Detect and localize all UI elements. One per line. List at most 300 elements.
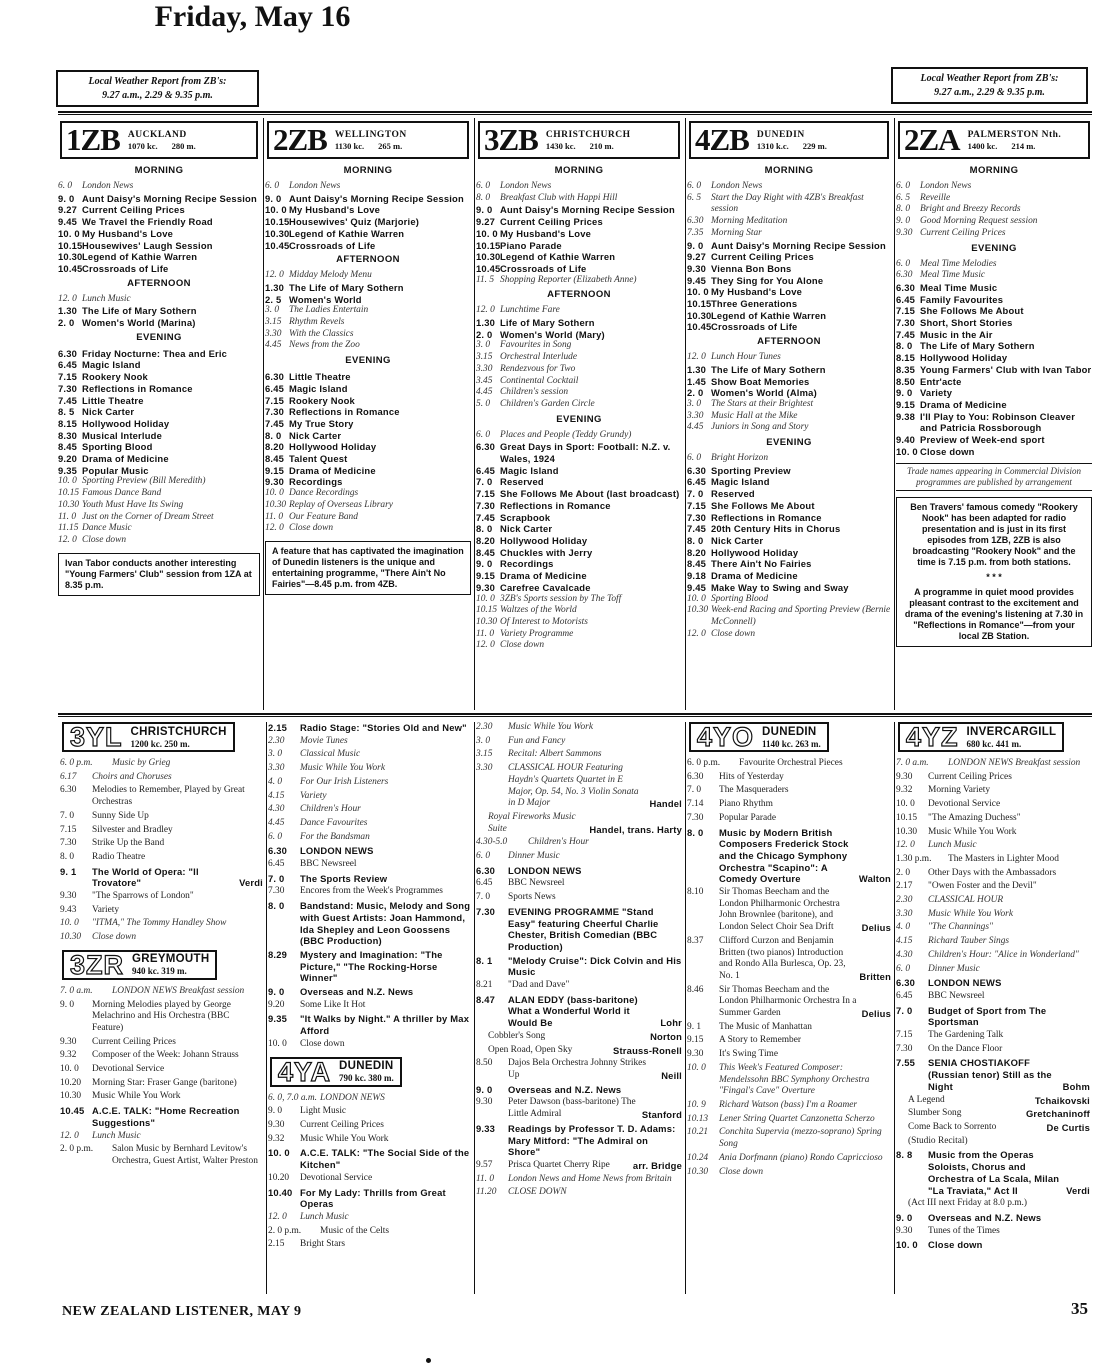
entry-time: 9.35 xyxy=(58,464,78,476)
programme-entry xyxy=(687,535,891,547)
entry-programme: Vienna Bon Bons xyxy=(711,262,792,274)
programme-entry xyxy=(687,629,891,641)
programme-entry xyxy=(476,240,682,252)
entry-programme: Current Ceiling Prices xyxy=(920,227,1006,238)
programme-entry xyxy=(60,891,263,903)
programme-entry xyxy=(896,1030,1090,1042)
programme-entry xyxy=(687,411,891,423)
station-info xyxy=(335,130,407,151)
entry-programme: Slumber Song xyxy=(908,1108,962,1119)
entry-programme: Music of the Celts xyxy=(320,1225,390,1236)
programme-entry xyxy=(265,204,471,216)
entry-programme: Rookery Nook xyxy=(82,371,148,383)
programme-entry xyxy=(268,886,472,898)
programme-entry xyxy=(476,512,682,524)
station-city: WELLINGTON xyxy=(334,129,407,140)
entry-time: 8. 0 xyxy=(476,523,493,535)
entry-composer: Tchaikovski xyxy=(1034,1094,1090,1106)
entry-programme: Tunes of the Times xyxy=(928,1225,1000,1236)
feature-note-text-2: A programme in quiet mood provides pleasant contrast to the excitement and drama of the evening's listening at 7.30 in "Reflections in Romance"—from your local ZB Station. xyxy=(904,587,1084,642)
programme-entry xyxy=(58,465,260,477)
entry-programme: "Melody Cruise": Dick Colvin and His Music xyxy=(508,954,682,978)
entry-time: 7. 0 xyxy=(687,488,704,500)
feature-note-text: Ben Travers' famous comedy "Rookery Nook" has been adapted for radio presentation and is just in its first episodes from 1ZB, 2ZB is also broadcasting "Rookery Nook" and the time is 7.15 p.m. from both stations. xyxy=(910,502,1078,568)
programme-entry xyxy=(687,275,891,287)
section-heading: AFTERNOON xyxy=(336,254,400,266)
entry-programme: Famous Dance Band xyxy=(82,488,162,499)
programme-entry xyxy=(60,811,263,823)
entry-programme: Strike Up the Band xyxy=(92,838,165,849)
programme-entry xyxy=(60,1105,263,1128)
programme-entry xyxy=(265,406,471,418)
entry-time: 4.15 xyxy=(896,936,913,947)
programme-entry xyxy=(896,1239,1090,1251)
entry-programme: "Owen Foster and the Devil" xyxy=(928,881,1037,892)
programme-entry xyxy=(687,547,891,559)
programme-entry xyxy=(58,251,260,263)
programme-entry xyxy=(268,1239,472,1251)
entry-composer: Delius xyxy=(861,922,891,934)
programme-entry xyxy=(268,804,472,816)
entry-programme: Close down xyxy=(300,1038,345,1049)
programme-entry xyxy=(896,868,1090,880)
footer-publication: NEW ZEALAND LISTENER, MAY 9 xyxy=(62,1304,302,1319)
entry-programme: My Husband's Love xyxy=(82,227,174,239)
entry-time: 9.30 xyxy=(476,1097,493,1108)
entry-programme: Overseas and N.Z. News xyxy=(508,1083,622,1095)
station-logo: 4YA xyxy=(278,1056,332,1087)
entry-programme: LONDON NEWS Breakfast session xyxy=(948,758,1081,768)
entry-time: 9. 0 xyxy=(58,192,75,204)
entry-time: 6. 0 xyxy=(58,181,73,191)
entry-time: 4.45 xyxy=(687,422,704,433)
programme-entry xyxy=(896,1044,1090,1056)
programme-entry xyxy=(476,263,682,275)
entry-time: 9. 0 xyxy=(265,192,282,204)
entry-time: 6. 0 xyxy=(687,181,702,191)
entry-time: 3. 0 xyxy=(268,749,283,760)
entry-composer: Britten xyxy=(859,970,891,982)
entry-time: 7.30 xyxy=(687,511,707,523)
entry-time: 9.45 xyxy=(687,274,707,286)
programme-entry xyxy=(265,453,471,465)
programme-entry xyxy=(265,500,471,512)
programme-entry xyxy=(476,594,682,606)
entry-programme: "ITMA," The Tommy Handley Show xyxy=(92,918,227,929)
programme-entry xyxy=(896,193,1092,205)
programme-entry xyxy=(268,791,472,803)
programme-entry xyxy=(58,305,260,317)
programme-entry xyxy=(896,1149,1090,1196)
entry-time: 10. 0 xyxy=(687,1062,706,1073)
entry-programme: Mystery and Imagination: "The Picture," "The Rocking-Horse Winner" xyxy=(300,948,443,984)
entry-time: 4.30 xyxy=(268,804,285,815)
entry-time: 7.30 xyxy=(60,838,77,849)
entry-time: 1.30 xyxy=(265,281,285,293)
entry-programme: There Ain't No Fairies xyxy=(711,558,812,570)
entry-programme: "The Amazing Duchess" xyxy=(928,812,1021,823)
programme-entry xyxy=(265,240,471,252)
programme-entry xyxy=(476,193,682,205)
entry-programme: Magic Island xyxy=(82,359,141,371)
entry-time: 7.35 xyxy=(687,227,704,238)
entry-time: 7.55 xyxy=(896,1057,916,1069)
entry-time: 6.30 xyxy=(896,281,916,293)
programme-entry xyxy=(896,854,1090,866)
entry-programme: Encores from the Week's Programmes xyxy=(300,886,443,897)
programme-entry xyxy=(58,240,260,252)
programme-entry xyxy=(60,905,263,917)
programme-entry xyxy=(896,1212,1090,1224)
programme-entry xyxy=(476,329,682,341)
entry-programme: Some Like It Hot xyxy=(300,999,366,1010)
entry-programme: Musical Interlude xyxy=(82,429,162,441)
section-heading: EVENING xyxy=(556,413,602,425)
entry-time: 7. 0 a.m. xyxy=(896,758,929,768)
header-rule xyxy=(58,111,1092,115)
entry-programme: We Travel the Friendly Road xyxy=(82,216,213,228)
programme-entry xyxy=(896,364,1092,376)
entry-time: 6.45 xyxy=(265,382,285,394)
programme-entry xyxy=(476,763,682,810)
programme-entry xyxy=(58,371,260,383)
entry-time: 12. 0 xyxy=(476,640,495,651)
entry-programme: The Ladies Entertain xyxy=(289,305,369,316)
programme-entry xyxy=(268,1013,472,1036)
programme-entry xyxy=(476,582,682,594)
entry-programme: The Life of Mary Sothern xyxy=(82,305,197,317)
entry-time: 9.20 xyxy=(58,453,78,465)
programme-entry xyxy=(896,434,1092,446)
programme-entry xyxy=(687,785,891,797)
programme-entry xyxy=(687,558,891,570)
entry-programme: Devotional Service xyxy=(92,1064,165,1075)
entry-time: 2.17 xyxy=(896,881,913,892)
entry-programme: Reflections in Romance xyxy=(500,499,611,511)
programme-entry xyxy=(476,749,682,761)
entry-programme: Hollywood Holiday xyxy=(82,417,170,429)
programme-entry xyxy=(687,387,891,399)
programme-entry xyxy=(268,949,472,984)
entry-programme: Richard Watson (bass) I'm a Roamer xyxy=(719,1099,858,1110)
entry-time: 10. 0 xyxy=(268,1038,287,1049)
programme-entry xyxy=(58,294,260,306)
entry-programme: CLOSE DOWN xyxy=(508,1187,567,1198)
entry-programme: Salon Music by Bernhard Levitow's Orchestra, Guest Artist, Walter Preston xyxy=(112,1144,258,1166)
entry-programme: Peter Dawson (bass-baritone) The Little Admiral xyxy=(508,1097,636,1120)
entry-programme: Women's World (Mary) xyxy=(500,328,605,340)
programme-entry xyxy=(896,294,1092,306)
entry-time: 6. 0 xyxy=(687,453,702,464)
station-column-4zb xyxy=(687,121,891,640)
programme-entry xyxy=(687,758,891,770)
programme-entry xyxy=(896,1226,1090,1238)
station-header xyxy=(478,121,680,159)
entry-programme: Current Ceiling Prices xyxy=(711,251,814,263)
entry-programme: Bright and Breezy Records xyxy=(920,204,1021,215)
entry-time: 10.20 xyxy=(268,1172,290,1183)
entry-programme: Good Morning Request session xyxy=(920,216,1038,227)
entry-programme: Dinner Music xyxy=(508,851,560,862)
entry-programme: Lunch Hour Tunes xyxy=(711,352,781,363)
entry-time: 2. 0 xyxy=(687,387,704,399)
programme-entry xyxy=(687,582,891,594)
entry-programme: Reflections in Romance xyxy=(289,406,400,418)
entry-time: 8. 8 xyxy=(896,1149,913,1161)
entry-time: 8. 1 xyxy=(476,954,493,966)
entry-programme: Women's World (Marina) xyxy=(82,317,196,329)
entry-time: 9.40 xyxy=(896,434,916,446)
entry-time: 7.30 xyxy=(58,382,78,394)
programme-entry xyxy=(265,270,471,282)
programme-entry xyxy=(896,340,1092,352)
station-frequency xyxy=(546,141,631,151)
column-rule xyxy=(263,118,264,710)
entry-composer: De Curtis xyxy=(1046,1121,1090,1133)
programme-entry xyxy=(58,359,260,371)
entry-programme: Lunchtime Fare xyxy=(500,305,560,316)
entry-programme: Young Farmers' Club with Ivan Tabor xyxy=(920,363,1092,375)
entry-programme: Hollywood Holiday xyxy=(289,441,377,453)
entry-programme: Reflections in Romance xyxy=(82,382,193,394)
entry-programme: Crossroads of Life xyxy=(289,239,376,251)
entry-time: 7. 0 xyxy=(476,476,493,488)
entry-time: 8.20 xyxy=(687,546,707,558)
entry-time: 10.30 xyxy=(476,616,498,627)
entry-time: 8.45 xyxy=(58,441,78,453)
programme-entry xyxy=(687,594,891,606)
entry-programme: Family Favourites xyxy=(920,293,1004,305)
entry-programme: Hollywood Holiday xyxy=(920,352,1008,364)
entry-composer: Lohr xyxy=(660,1017,682,1029)
entry-programme: Open Road, Open Sky xyxy=(488,1044,573,1055)
programme-entry xyxy=(268,1039,472,1051)
programme-entry xyxy=(268,818,472,830)
column-rule xyxy=(894,118,895,710)
entry-programme: Friday Nocturne: Thea and Eric xyxy=(82,347,228,359)
programme-entry xyxy=(58,216,260,228)
programme-entry xyxy=(896,1136,1090,1148)
entry-composer: arr. Bridge xyxy=(632,1159,682,1171)
entry-programme: Hollywood Holiday xyxy=(711,546,799,558)
entry-programme: Make Way to Swing and Sway xyxy=(711,581,849,593)
programme-entry xyxy=(476,251,682,263)
station-info xyxy=(762,726,821,749)
entry-programme: Nick Carter xyxy=(82,406,135,418)
entry-time: 6.30 xyxy=(60,785,77,796)
entry-time: 9.30 xyxy=(60,891,77,902)
programme-entry xyxy=(268,873,472,885)
programme-entry xyxy=(687,422,891,434)
entry-time: 7.15 xyxy=(265,394,285,406)
programme-entry xyxy=(896,270,1092,282)
entry-time: 11.20 xyxy=(476,1187,497,1198)
entry-programme: Dance Favourites xyxy=(300,817,368,828)
entry-time: 3.30 xyxy=(476,363,493,374)
entry-programme: The Life of Mary Sothern xyxy=(711,363,826,375)
entry-time: 10.30 xyxy=(58,499,80,510)
programme-entry xyxy=(268,1106,472,1118)
entry-time: 10. 0 xyxy=(265,204,287,216)
entry-time: 6.30 xyxy=(687,771,704,782)
programme-entry xyxy=(476,629,682,641)
entry-time: 11. 0 xyxy=(265,511,284,522)
entry-time: 8. 0 xyxy=(896,204,911,215)
entry-time: 8. 0 xyxy=(896,340,913,352)
entry-time: 3. 0 xyxy=(687,398,702,409)
programme-entry xyxy=(476,640,682,652)
programme-entry xyxy=(60,785,263,808)
entry-time: 6.45 xyxy=(268,859,285,870)
entry-time: 6.17 xyxy=(60,771,77,782)
entry-time: 8. 0 xyxy=(687,826,704,838)
entry-programme: Three Generations xyxy=(711,298,798,310)
entry-time: 10. 0 xyxy=(476,227,498,239)
programme-entry xyxy=(896,352,1092,364)
entry-time: 4.45 xyxy=(265,340,282,351)
entry-time: 9. 0 xyxy=(896,216,911,227)
entry-time: 8.30 xyxy=(58,429,78,441)
entry-programme: Overseas and N.Z. News xyxy=(928,1211,1042,1223)
entry-programme: Little Theatre xyxy=(82,394,144,406)
entry-programme: Breakfast Club with Happi Hill xyxy=(500,192,618,203)
entry-time: 2. 0 p.m. xyxy=(60,1144,94,1155)
entry-time: 7. 0 xyxy=(687,785,702,796)
entry-time: 9.18 xyxy=(687,570,707,582)
station-header xyxy=(60,121,258,159)
entry-programme: "Dad and Dave" xyxy=(508,980,570,991)
programme-entry xyxy=(265,441,471,453)
programme-entry xyxy=(60,932,263,944)
entry-programme: Clifford Curzon and Benjamin Britten (two pianos) Introduction and Rondo Alla Burlesca, Op. 23, No. 1 xyxy=(719,935,846,981)
entry-programme: Music While You Work xyxy=(300,763,385,774)
programme-entry xyxy=(687,310,891,322)
programme-entry xyxy=(896,1057,1090,1092)
entry-time: 6. 0 xyxy=(476,429,491,440)
entry-time: 8. 0 xyxy=(687,534,704,546)
entry-programme: Sir Thomas Beecham and the London Philharmonic Orchestra John Brownlee (baritone), and London Select Choir Sea Drift xyxy=(719,887,840,933)
entry-programme: Chuckles with Jerry xyxy=(500,546,593,558)
entry-time: 9.30 xyxy=(687,1049,704,1060)
entry-programme: London News xyxy=(920,181,972,191)
entry-time: 3. 0 xyxy=(476,735,491,746)
entry-composer: Norton xyxy=(650,1030,682,1042)
station-frequency: 680 kc. 441 m. xyxy=(966,738,1022,749)
entry-programme: The Life of Mary Sothern xyxy=(920,340,1035,352)
entry-programme: My Husband's Love xyxy=(711,286,803,298)
station-header-3yl xyxy=(62,722,235,752)
entry-programme: Sporting Blood xyxy=(711,593,769,604)
entry-time: 10. 0 xyxy=(896,799,915,810)
entry-programme: Preview of Week-end sport xyxy=(920,434,1045,446)
entry-time: 3. 0 xyxy=(476,340,491,351)
station-column-1zb xyxy=(58,121,260,596)
programme-entry xyxy=(476,340,682,352)
programme-entry xyxy=(265,523,471,535)
entry-time: 8.46 xyxy=(687,984,704,995)
page-number: 35 xyxy=(1071,1299,1088,1318)
entry-time: 8.45 xyxy=(265,453,285,465)
programme-entry xyxy=(896,305,1092,317)
entry-programme: Drama of Medicine xyxy=(500,570,587,582)
programme-entry xyxy=(476,535,682,547)
entry-programme: This Week's Featured Composer: Mendelssohn BBC Symphony Orchestra "Fingal's Cave" Overture xyxy=(719,1062,870,1097)
programme-entry xyxy=(268,1187,472,1210)
entry-programme: London News xyxy=(711,181,763,191)
entry-time: 7. 0 xyxy=(896,1004,913,1016)
entry-programme: I'll Play to You: Robinson Cleaver and Patricia Rossborough xyxy=(920,410,1076,434)
entry-time: 9.15 xyxy=(896,398,916,410)
entry-programme: Women's World (Alma) xyxy=(711,387,817,399)
entry-programme: Current Ceiling Prices xyxy=(92,1036,176,1047)
programme-entry xyxy=(896,799,1090,811)
entry-time: 10.21 xyxy=(687,1127,709,1138)
entry-time: 12. 0 xyxy=(268,1211,287,1222)
entry-time: 9.15 xyxy=(687,1035,704,1046)
entry-time: 10. 0 xyxy=(60,918,79,929)
entry-programme: Variety xyxy=(300,790,327,801)
entry-programme: Aunt Daisy's Morning Recipe Session xyxy=(289,192,464,204)
feature-note-stars: * * * xyxy=(986,572,1002,583)
station-kc: 1070 kc. xyxy=(127,140,158,151)
entry-programme: CLASSICAL HOUR xyxy=(928,895,1004,906)
entry-programme: LONDON NEWS Breakfast session xyxy=(112,985,245,996)
programme-entry xyxy=(476,1058,682,1081)
entry-time: 9.30 xyxy=(268,1119,285,1130)
entry-programme: For Our Irish Listeners xyxy=(300,776,389,787)
entry-programme: Morning Meditation xyxy=(711,216,788,227)
station-frequency xyxy=(968,141,1062,151)
entry-programme: Devotional Service xyxy=(928,799,1001,810)
entry-time: 10.30 xyxy=(265,227,290,239)
programme-entry xyxy=(687,827,891,886)
entry-time: 6.30 xyxy=(896,977,916,989)
entry-time: 10.15 xyxy=(265,216,290,228)
entry-programme: Sporting Preview xyxy=(711,464,791,476)
entry-time: 9.30 xyxy=(687,262,707,274)
entry-time: 7.30 xyxy=(476,905,496,917)
entry-time: 7.14 xyxy=(687,799,704,810)
entry-programme: Reflections in Romance xyxy=(711,511,822,523)
programme-entry xyxy=(268,1000,472,1012)
entry-programme: Short, Short Stories xyxy=(920,317,1013,329)
section-heading: AFTERNOON xyxy=(127,277,191,289)
section-heading: AFTERNOON xyxy=(547,289,611,301)
programme-entry xyxy=(896,895,1090,907)
entry-programme: Bright Horizon xyxy=(711,453,769,464)
entry-programme: The Music of Manhattan xyxy=(719,1021,812,1032)
entry-time: 8.45 xyxy=(687,558,707,570)
station-kc: 1310 k.c. xyxy=(756,140,789,151)
station-header-4yz xyxy=(898,722,1064,752)
programme-entry xyxy=(687,1127,891,1150)
programme-entry xyxy=(896,387,1092,399)
programme-entry xyxy=(265,340,471,352)
entry-time: 7.30 xyxy=(265,406,285,418)
entry-programme: Aunt Daisy's Morning Recipe Session xyxy=(711,239,886,251)
entry-time xyxy=(896,1198,908,1210)
entry-time: 9. 0 xyxy=(896,387,913,399)
programme-entry xyxy=(268,1134,472,1146)
section-heading: EVENING xyxy=(971,242,1017,254)
entry-composer: Neill xyxy=(661,1069,682,1081)
entry-time: 10.24 xyxy=(687,1152,709,1163)
programme-entry xyxy=(896,1108,1090,1120)
entry-time: 10. 0 xyxy=(265,488,284,499)
entry-programme: Orchestral Interlude xyxy=(500,352,577,363)
station-logo: 4YZ xyxy=(906,722,959,752)
programme-entry xyxy=(58,348,260,360)
